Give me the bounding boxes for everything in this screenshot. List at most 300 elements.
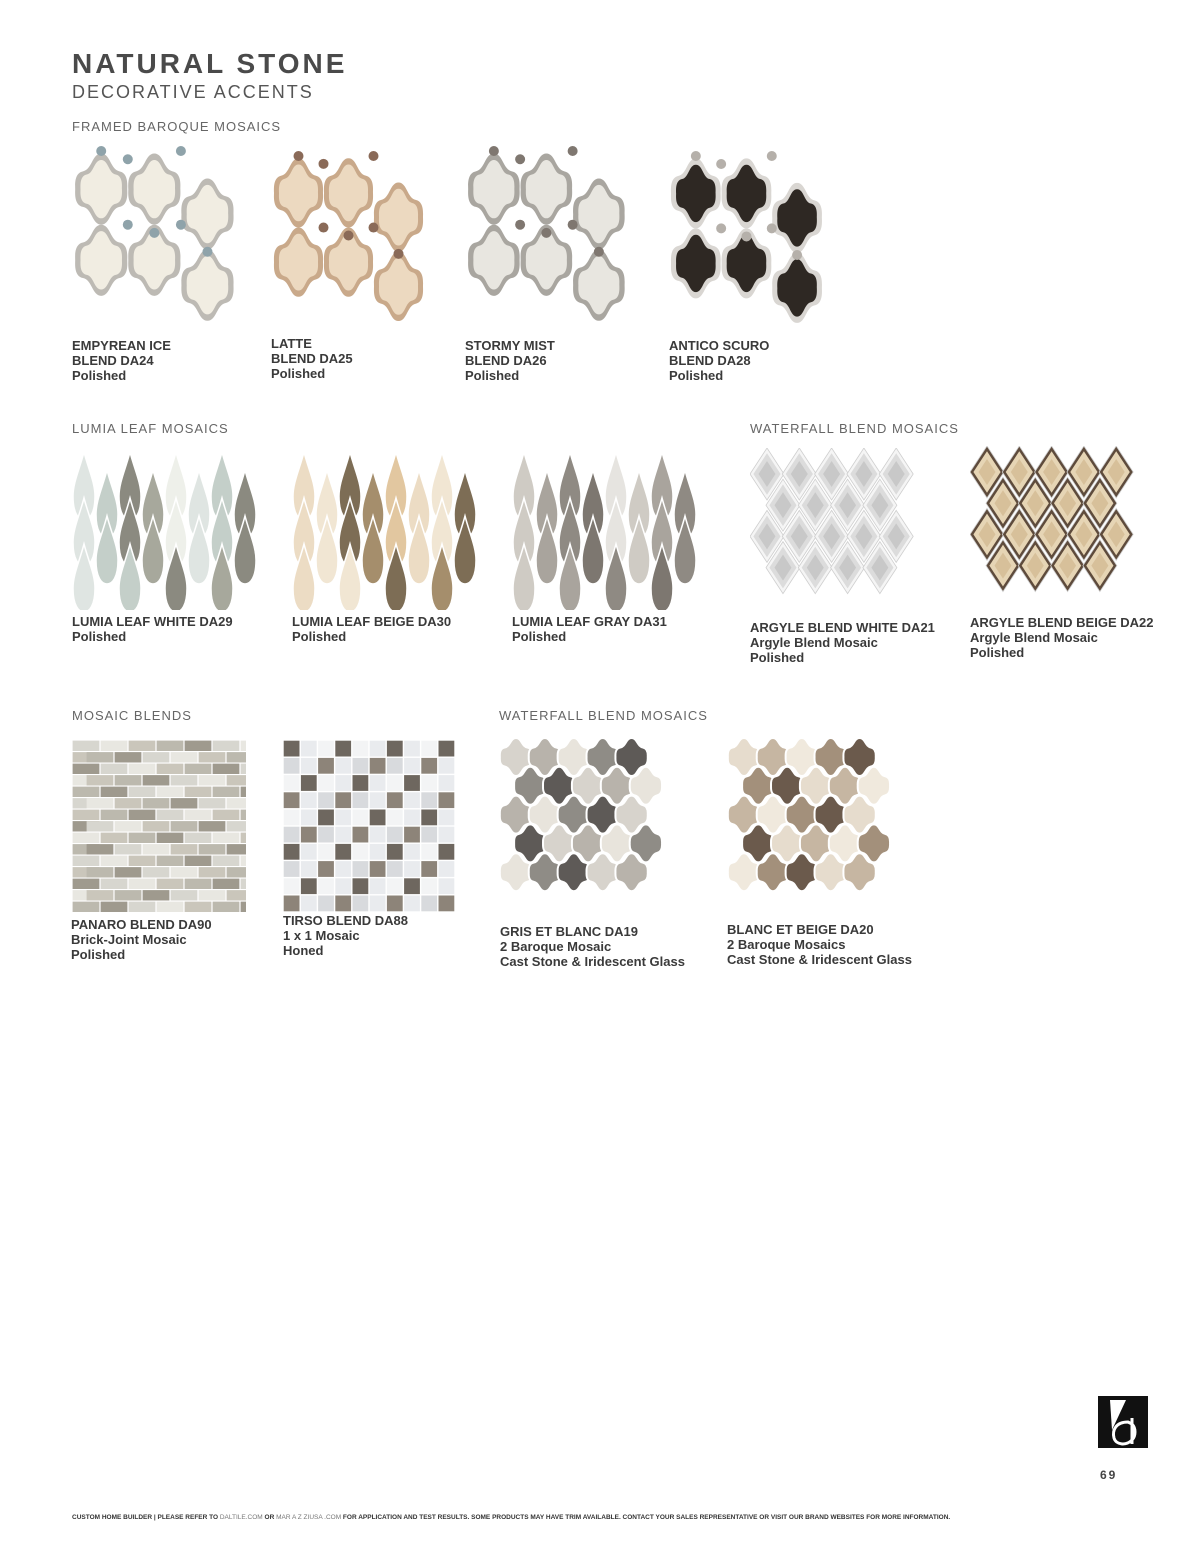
caption-line: Argyle Blend Mosaic: [970, 630, 1098, 645]
brick-tile: [101, 856, 128, 866]
tile-face: [473, 160, 514, 218]
caption-line: ANTICO SCURO: [669, 338, 770, 353]
brick-tile: [199, 821, 226, 831]
square-tile: [318, 775, 334, 791]
brick-tile: [143, 775, 170, 785]
tile-dot: [202, 247, 212, 257]
caption-gris-et-blanc: [500, 924, 685, 969]
square-tile: [387, 878, 403, 894]
square-tile: [284, 896, 300, 912]
section-label-framed-baroque: FRAMED BAROQUE MOSAICS: [72, 119, 282, 134]
square-tile: [318, 810, 334, 826]
square-tile: [301, 878, 317, 894]
section-label-mosaic-blends: MOSAIC BLENDS: [72, 708, 192, 723]
square-tile: [387, 810, 403, 826]
caption-line: LUMIA LEAF BEIGE DA30: [292, 614, 452, 629]
square-tile: [301, 896, 317, 912]
square-tile: [404, 827, 420, 843]
square-tile: [284, 741, 300, 757]
caption-line: BLEND DA26: [465, 353, 547, 368]
swatch-latte: [271, 150, 431, 330]
brick-tile: [143, 867, 170, 877]
square-tile: [335, 844, 351, 860]
tile-face: [578, 256, 619, 314]
brick-tile: [87, 798, 114, 808]
brick-tile: [185, 764, 212, 774]
tile-dot: [767, 151, 777, 161]
brick-tile: [101, 879, 128, 889]
square-tile: [284, 844, 300, 860]
square-tile: [421, 878, 437, 894]
brick-tile: [213, 879, 240, 889]
caption-line: BLEND DA24: [72, 353, 154, 368]
brick-tile: [171, 867, 198, 877]
square-tile: [353, 896, 369, 912]
brick-tile: [171, 798, 198, 808]
swatch-argyle-blend-beige: [970, 446, 1140, 604]
brick-tile: [213, 856, 240, 866]
page-subtitle: DECORATIVE ACCENTS: [72, 82, 314, 102]
caption-line: Polished: [292, 629, 347, 644]
caption-line: Polished: [271, 366, 326, 381]
brick-tile: [129, 787, 156, 797]
brick-tile: [129, 856, 156, 866]
square-tile: [353, 792, 369, 808]
tile-dot: [541, 228, 551, 238]
caption-line: STORMY MIST: [465, 338, 555, 353]
brick-tile: [185, 902, 212, 912]
square-tile: [387, 758, 403, 774]
brick-tile: [227, 867, 246, 877]
brick-tile: [157, 833, 184, 843]
square-tile: [335, 775, 351, 791]
brick-tile: [129, 902, 156, 912]
square-tile: [370, 810, 386, 826]
square-tile: [301, 827, 317, 843]
brick-tile: [143, 844, 170, 854]
brick-tile: [241, 856, 246, 866]
square-tile: [301, 810, 317, 826]
caption-argyle-blend-white: [750, 620, 935, 665]
tile-face: [676, 165, 716, 222]
brick-tile: [73, 787, 100, 797]
square-tile: [335, 878, 351, 894]
square-tile: [370, 827, 386, 843]
tile-dot: [96, 146, 106, 156]
brick-tile: [171, 890, 198, 900]
tile-face: [777, 259, 817, 316]
square-tile: [421, 792, 437, 808]
caption-line: BLEND DA28: [669, 353, 751, 368]
page-title: NATURAL STONE: [72, 48, 348, 79]
caption-line: Argyle Blend Mosaic: [750, 635, 878, 650]
swatch-gris-et-blanc: [499, 737, 675, 917]
caption-line: Polished: [669, 368, 724, 383]
brick-tile: [227, 821, 246, 831]
square-tile: [439, 861, 455, 877]
square-tile: [370, 741, 386, 757]
brick-tile: [73, 902, 100, 912]
square-tile: [421, 810, 437, 826]
square-tile: [387, 861, 403, 877]
tile-dot: [123, 154, 133, 164]
square-tile: [421, 741, 437, 757]
square-tile: [404, 844, 420, 860]
brick-tile: [213, 833, 240, 843]
brick-tile: [73, 856, 100, 866]
brick-tile: [213, 810, 240, 820]
tile-face: [526, 160, 567, 218]
brick-tile: [129, 833, 156, 843]
caption-line: LATTE: [271, 336, 312, 351]
square-tile: [439, 896, 455, 912]
square-tile: [353, 758, 369, 774]
caption-lumia-leaf-gray: [512, 614, 667, 644]
brick-tile: [87, 752, 114, 762]
tile-dot: [319, 159, 329, 169]
caption-blanc-et-beige: [727, 922, 912, 967]
brick-tile: [227, 752, 246, 762]
brick-tile: [199, 798, 226, 808]
section-label-lumia-leaf: LUMIA LEAF MOSAICS: [72, 421, 229, 436]
tile-dot: [568, 146, 578, 156]
brand-logo-icon: [1098, 1396, 1148, 1448]
brick-tile: [157, 787, 184, 797]
swatch-antico-scuro: [668, 150, 830, 332]
tile-dot: [767, 223, 777, 233]
square-tile: [335, 861, 351, 877]
square-tile: [439, 792, 455, 808]
square-tile: [404, 878, 420, 894]
tile-dot: [489, 146, 499, 156]
square-tile: [318, 861, 334, 877]
brick-tile: [199, 775, 226, 785]
square-tile: [284, 878, 300, 894]
square-tile: [404, 775, 420, 791]
tile-face: [379, 189, 418, 246]
footer-link-marazzi[interactable]: MAR A Z ZIUSA .COM: [276, 1514, 342, 1521]
brick-tile: [87, 844, 114, 854]
square-tile: [387, 775, 403, 791]
tile-face: [279, 234, 318, 291]
caption-line: 2 Baroque Mosaics: [727, 937, 846, 952]
square-tile: [353, 878, 369, 894]
brick-tile: [199, 867, 226, 877]
square-tile: [353, 827, 369, 843]
square-tile: [421, 896, 437, 912]
square-tile: [284, 775, 300, 791]
square-tile: [335, 896, 351, 912]
square-tile: [284, 861, 300, 877]
brick-tile: [115, 844, 142, 854]
brick-tile: [115, 821, 142, 831]
brick-tile: [157, 856, 184, 866]
brick-tile: [227, 844, 246, 854]
square-tile: [318, 844, 334, 860]
square-tile: [301, 861, 317, 877]
caption-tirso-blend: [283, 913, 408, 958]
tile-dot: [176, 146, 186, 156]
footer-text: OR: [264, 1514, 275, 1521]
square-tile: [387, 827, 403, 843]
square-tile: [370, 861, 386, 877]
square-tile: [404, 810, 420, 826]
square-tile: [370, 775, 386, 791]
brick-tile: [87, 775, 114, 785]
square-tile: [404, 861, 420, 877]
tile-dot: [594, 247, 604, 257]
brick-tile: [185, 856, 212, 866]
brick-tile: [185, 833, 212, 843]
brick-tile: [241, 879, 246, 889]
brick-tile: [115, 890, 142, 900]
brick-tile: [185, 787, 212, 797]
tile-dot: [369, 151, 379, 161]
brick-tile: [101, 741, 128, 751]
tile-face: [727, 235, 767, 292]
brick-tile: [241, 833, 246, 843]
caption-lumia-leaf-white: [72, 614, 233, 644]
caption-panaro-blend: [71, 917, 212, 962]
caption-line: ARGYLE BLEND BEIGE DA22: [970, 615, 1154, 630]
tile-face: [80, 160, 122, 218]
caption-line: BLEND DA25: [271, 351, 353, 366]
brick-tile: [185, 810, 212, 820]
page-number: 69: [1100, 1468, 1118, 1482]
square-tile: [335, 810, 351, 826]
tile-face: [727, 165, 767, 222]
brick-tile: [73, 764, 100, 774]
tile-face: [473, 231, 514, 289]
caption-latte: [271, 336, 353, 381]
section-label-waterfall-blend-1: WATERFALL BLEND MOSAICS: [750, 421, 959, 436]
brick-tile: [213, 787, 240, 797]
tile-dot: [741, 231, 751, 241]
caption-stormy-mist: [465, 338, 555, 383]
tile-face: [526, 231, 567, 289]
brick-tile: [115, 775, 142, 785]
swatch-lumia-leaf-beige: [292, 450, 477, 610]
caption-line: 2 Baroque Mosaic: [500, 939, 612, 954]
tile-face: [187, 185, 229, 243]
brick-tile: [101, 787, 128, 797]
brick-tile: [199, 844, 226, 854]
tile-dot: [294, 151, 304, 161]
square-tile: [335, 741, 351, 757]
caption-line: Polished: [71, 947, 126, 962]
brick-tile: [241, 741, 246, 751]
caption-antico-scuro: [669, 338, 769, 383]
square-tile: [318, 827, 334, 843]
square-tile: [353, 775, 369, 791]
footer-link-daltile[interactable]: DALTILE.COM: [219, 1514, 263, 1521]
brick-tile: [129, 879, 156, 889]
brick-tile: [213, 741, 240, 751]
tile-dot: [792, 250, 802, 260]
caption-line: Polished: [465, 368, 520, 383]
brick-tile: [143, 752, 170, 762]
brick-tile: [157, 810, 184, 820]
caption-line: ARGYLE BLEND WHITE DA21: [750, 620, 935, 635]
caption-line: GRIS ET BLANC DA19: [500, 924, 638, 939]
tile-dot: [515, 154, 525, 164]
brick-tile: [143, 890, 170, 900]
square-tile: [421, 827, 437, 843]
square-tile: [370, 844, 386, 860]
brick-tile: [171, 821, 198, 831]
brick-tile: [157, 879, 184, 889]
caption-line: EMPYREAN ICE: [72, 338, 171, 353]
brick-tile: [143, 798, 170, 808]
footer-text: CUSTOM HOME BUILDER | PLEASE REFER TO: [72, 1514, 219, 1521]
brick-tile: [171, 775, 198, 785]
caption-line: Cast Stone & Iridescent Glass: [727, 952, 912, 967]
square-tile: [301, 741, 317, 757]
tile-dot: [515, 220, 525, 230]
square-tile: [404, 741, 420, 757]
tile-dot: [149, 228, 159, 238]
tile-dot: [568, 220, 578, 230]
square-tile: [421, 844, 437, 860]
caption-empyrean-ice: [72, 338, 171, 383]
square-tile: [301, 758, 317, 774]
tile-face: [578, 185, 619, 243]
brick-tile: [87, 821, 114, 831]
square-tile: [318, 878, 334, 894]
square-tile: [370, 878, 386, 894]
caption-line: Brick-Joint Mosaic: [71, 932, 187, 947]
brick-tile: [241, 787, 246, 797]
brick-tile: [227, 775, 246, 785]
square-tile: [318, 758, 334, 774]
brick-tile: [115, 867, 142, 877]
brick-tile: [185, 741, 212, 751]
tile-face: [676, 235, 716, 292]
square-tile: [421, 861, 437, 877]
brick-tile: [87, 867, 114, 877]
caption-line: Polished: [72, 368, 127, 383]
caption-line: PANARO BLEND DA90: [71, 917, 212, 932]
brick-tile: [227, 798, 246, 808]
brick-tile: [101, 764, 128, 774]
tile-dot: [716, 159, 726, 169]
square-tile: [301, 844, 317, 860]
section-label-waterfall-blend-2: WATERFALL BLEND MOSAICS: [499, 708, 708, 723]
square-tile: [439, 758, 455, 774]
tile-face: [279, 165, 318, 222]
square-tile: [370, 896, 386, 912]
swatch-blanc-et-beige: [727, 737, 903, 917]
square-tile: [284, 827, 300, 843]
brick-tile: [87, 890, 114, 900]
brick-tile: [115, 798, 142, 808]
brick-tile: [143, 821, 170, 831]
square-tile: [421, 775, 437, 791]
swatch-stormy-mist: [465, 145, 633, 330]
caption-lumia-leaf-beige: [292, 614, 451, 644]
square-tile: [404, 896, 420, 912]
square-tile: [301, 775, 317, 791]
square-tile: [353, 844, 369, 860]
swatch-tirso-blend: [283, 740, 455, 912]
square-tile: [439, 827, 455, 843]
brick-tile: [199, 890, 226, 900]
square-tile: [387, 844, 403, 860]
caption-argyle-blend-beige: [970, 615, 1153, 660]
brick-tile: [241, 764, 246, 774]
tile-dot: [716, 223, 726, 233]
tile-dot: [344, 231, 354, 241]
brick-tile: [101, 810, 128, 820]
swatch-empyrean-ice: [72, 145, 242, 330]
tile-dot: [176, 220, 186, 230]
tile-face: [379, 258, 418, 315]
caption-line: LUMIA LEAF GRAY DA31: [512, 614, 667, 629]
square-tile: [404, 792, 420, 808]
square-tile: [353, 810, 369, 826]
tile-dot: [123, 220, 133, 230]
tile-face: [134, 160, 176, 218]
swatch-lumia-leaf-white: [72, 450, 257, 610]
square-tile: [421, 758, 437, 774]
caption-line: Cast Stone & Iridescent Glass: [500, 954, 685, 969]
brick-tile: [129, 810, 156, 820]
square-tile: [439, 775, 455, 791]
caption-line: Honed: [283, 943, 324, 958]
brick-tile: [101, 902, 128, 912]
swatch-argyle-blend-white: [750, 448, 920, 613]
square-tile: [439, 810, 455, 826]
brick-tile: [73, 833, 100, 843]
brick-tile: [115, 752, 142, 762]
brick-tile: [199, 752, 226, 762]
brick-tile: [227, 890, 246, 900]
caption-line: LUMIA LEAF WHITE DA29: [72, 614, 233, 629]
brick-tile: [241, 902, 246, 912]
square-tile: [318, 741, 334, 757]
tile-face: [329, 165, 368, 222]
brick-tile: [129, 764, 156, 774]
square-tile: [353, 861, 369, 877]
square-tile: [387, 741, 403, 757]
square-tile: [439, 878, 455, 894]
swatch-panaro-blend: [72, 740, 246, 912]
brick-tile: [101, 833, 128, 843]
footer-text: FOR APPLICATION AND TEST RESULTS. SOME PRODUCTS MAY HAVE TRIM AVAILABLE. CONTACT YOUR SALES REPRESENTATIVE OR VISIT OUR BRAND WEBSITES FOR MORE INFORMATION.: [342, 1514, 951, 1521]
square-tile: [335, 792, 351, 808]
caption-line: Polished: [750, 650, 805, 665]
brick-tile: [157, 902, 184, 912]
square-tile: [335, 827, 351, 843]
square-tile: [301, 792, 317, 808]
square-tile: [370, 792, 386, 808]
caption-line: 1 x 1 Mosaic: [283, 928, 360, 943]
brick-tile: [185, 879, 212, 889]
caption-line: Polished: [72, 629, 127, 644]
tile-face: [80, 231, 122, 289]
tile-face: [187, 256, 229, 314]
tile-face: [777, 189, 817, 246]
brick-tile: [157, 764, 184, 774]
brick-tile: [171, 844, 198, 854]
footer-disclaimer: [72, 1514, 950, 1521]
tile-face: [329, 234, 368, 291]
caption-line: Polished: [970, 645, 1025, 660]
square-tile: [387, 792, 403, 808]
brick-tile: [157, 741, 184, 751]
brick-tile: [241, 810, 246, 820]
tile-dot: [691, 151, 701, 161]
